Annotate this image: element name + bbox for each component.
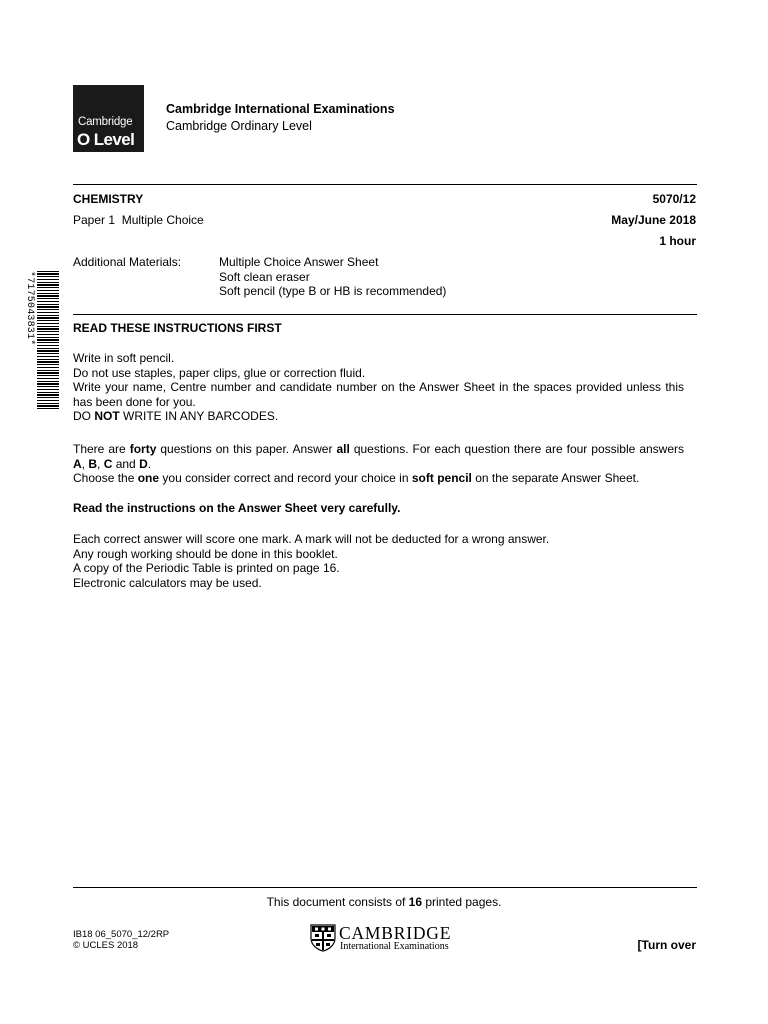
cambridge-subtitle: International Examinations	[340, 941, 449, 952]
instruction-line: Write your name, Centre number and candidate number on the Answer Sheet in the spaces provided unless this has been done for you.	[73, 380, 684, 409]
materials-item: Soft clean eraser	[219, 269, 310, 284]
logo-line-1: Cambridge	[78, 116, 133, 128]
exam-board-name: Cambridge International Examinations	[166, 102, 395, 116]
instruction-line: Write in soft pencil.	[73, 351, 175, 365]
cambridge-o-level-logo	[73, 85, 144, 152]
materials-label: Additional Materials:	[73, 255, 182, 269]
exam-duration: 1 hour	[659, 234, 696, 248]
divider-top	[73, 184, 697, 185]
logo-line-2: O Level	[77, 130, 135, 149]
document-reference: IB18 06_5070_12/2RP	[73, 929, 170, 940]
instructions-heading: READ THESE INSTRUCTIONS FIRST	[73, 321, 282, 335]
qualification-level: Cambridge Ordinary Level	[166, 119, 312, 133]
answer-sheet-note: Read the instructions on the Answer Sheet very carefully.	[73, 501, 401, 515]
cambridge-wordmark: CAMBRIDGE	[339, 923, 452, 943]
instruction-line: Electronic calculators may be used.	[73, 575, 262, 590]
paper-title: Paper 1 Multiple Choice	[73, 213, 204, 227]
instructions-block-1	[73, 351, 684, 424]
copyright-notice: © UCLES 2018	[73, 940, 139, 951]
paper-code: 5070/12	[652, 192, 696, 206]
instruction-line: Choose the one you consider correct and record your choice in soft pencil on the separate Answer Sheet.	[73, 471, 640, 486]
subject-title: CHEMISTRY	[73, 192, 144, 206]
materials-item: Soft pencil (type B or HB is recommended)	[219, 284, 447, 299]
materials-item: Multiple Choice Answer Sheet	[219, 255, 379, 269]
divider-middle	[73, 314, 697, 315]
instruction-line: Do not use staples, paper clips, glue or correction fluid.	[73, 365, 366, 380]
candidate-barcode	[24, 271, 61, 411]
crest-icon	[310, 924, 336, 952]
instruction-line: Each correct answer will score one mark. A mark will not be deducted for a wrong answer.	[73, 532, 550, 546]
page-count-note: This document consists of 16 printed pages.	[266, 895, 502, 909]
divider-footer	[73, 887, 697, 888]
materials-list	[219, 255, 446, 299]
instructions-block-2	[73, 442, 684, 486]
turn-over-note: [Turn over	[637, 938, 696, 952]
exam-session: May/June 2018	[611, 213, 696, 227]
instruction-line: A copy of the Periodic Table is printed on page 16.	[73, 561, 340, 576]
instructions-block-3	[73, 532, 684, 590]
instruction-line: Any rough working should be done in this booklet.	[73, 546, 338, 561]
instruction-line: There are forty questions on this paper. Answer all questions. For each question there are four possible answers A, B, C and D.	[73, 442, 685, 471]
barcode-digits: *7175043831*	[24, 271, 35, 346]
barcode-bars	[37, 271, 59, 411]
instruction-line: DO NOT WRITE IN ANY BARCODES.	[73, 409, 279, 424]
